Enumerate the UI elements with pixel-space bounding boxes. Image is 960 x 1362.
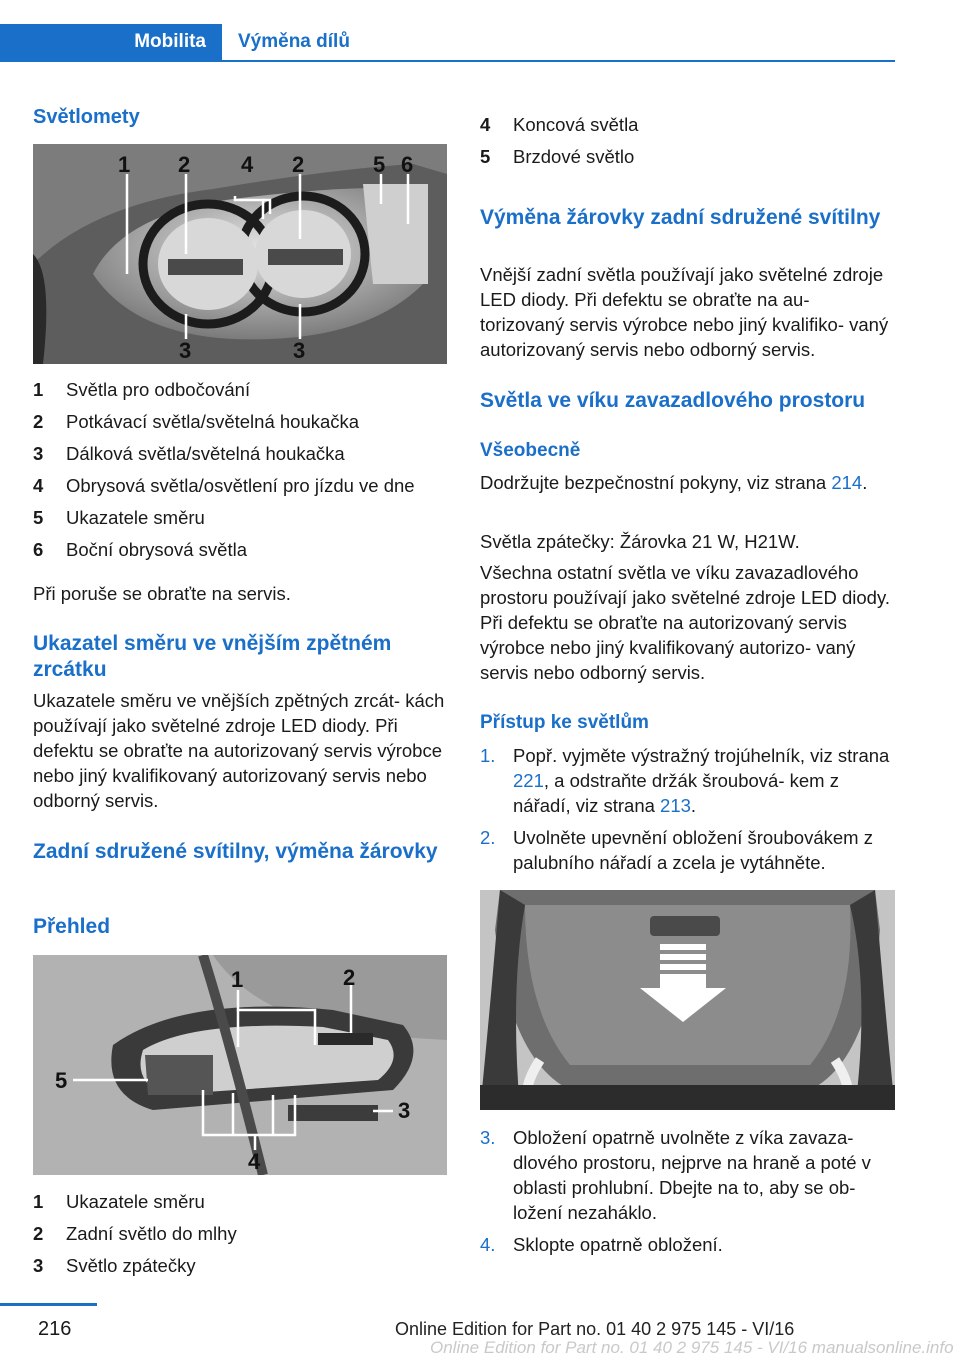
headlights-heading: Světlomety <box>33 106 140 128</box>
rear-lamp-illustration <box>33 955 447 1175</box>
step-item: 4. Sklopte opatrně obložení. <box>480 1234 723 1255</box>
callout-2a: 2 <box>178 152 191 177</box>
headlights-drawing <box>33 144 447 364</box>
list-item: 3 Světlo zpátečky <box>33 1255 196 1276</box>
header-rule <box>0 60 895 62</box>
rear-callout-3: 3 <box>398 1098 411 1123</box>
page-number: 216 <box>38 1318 72 1340</box>
bulb-replacement-text: Vnější zadní světla používají jako světelné zdroje LED diody. Při defektu se obraťte na au‐ torizovaný servis výrobce nebo jiný kvalifiko‐ vaný autorizovaný servis nebo odborný servis. <box>480 264 889 360</box>
mirror-indicator-text: Ukazatele směru ve vnějších zpětných zrcát‐ kách používají jako světelné zdroje LED diody. Při defektu se obraťte na autorizovaný servis výrobce nebo jiný kvalifikovaný autorizovaný servis nebo odborný servis. <box>33 690 445 811</box>
rear-lamp-drawing <box>33 955 447 1175</box>
rear-callout-5: 5 <box>55 1068 68 1093</box>
list-item: 2 Potkávací světla/světelná houkačka <box>33 411 360 432</box>
general-text: Dodržujte bezpečnostní pokyny, viz strana 214. <box>480 472 868 493</box>
watermark: Online Edition for Part no. 01 40 2 975 145 - VI/16 manualsonline.info <box>430 1338 954 1357</box>
list-item: 4 Obrysová světla/osvětlení pro jízdu ve dne <box>33 475 415 496</box>
rear-callout-4: 4 <box>248 1149 261 1174</box>
list-item: 2 Zadní světlo do mlhy <box>33 1223 237 1244</box>
tab-mobilita[interactable]: Mobilita <box>0 24 222 60</box>
step-item: 3. Obložení opatrně uvolněte z víka zavaza‐ dlového prostoru, nejprve na hraně a poté v oblasti prohlubní. Dbejte na to, aby se ob‐ ložení nezaháklo. <box>480 1127 871 1223</box>
list-item: 3 Dálková světla/světelná houkačka <box>33 443 345 464</box>
edition-text: Online Edition for Part no. 01 40 2 975 145 - VI/16 <box>395 1319 795 1339</box>
list-item: 5 Ukazatele směru <box>33 507 205 528</box>
callout-3a: 3 <box>179 338 192 363</box>
callout-2b: 2 <box>292 152 305 177</box>
callout-6: 6 <box>401 152 414 177</box>
general-heading: Všeobecně <box>480 440 581 461</box>
page-link-213[interactable]: 213 <box>660 795 691 816</box>
callout-5: 5 <box>373 152 386 177</box>
list-item: 1 Světla pro odbočování <box>33 379 251 400</box>
callout-1: 1 <box>118 152 131 177</box>
callout-4: 4 <box>241 152 254 177</box>
rear-lamp-legend <box>33 1189 447 1285</box>
step-item: 2. Uvolněte upevnění obložení šroubovákem z palubního nářadí a zcela je vytáhněte. <box>480 827 873 873</box>
callout-3b: 3 <box>293 338 306 363</box>
list-item: 6 Boční obrysová světla <box>33 539 247 560</box>
list-item: 1 Ukazatele směru <box>33 1191 205 1212</box>
access-heading: Přístup ke světlům <box>480 712 649 733</box>
bulb-replacement-heading: Výměna žárovky zadní sdružené svítilny <box>480 206 881 229</box>
page-link-221[interactable]: 221 <box>513 770 544 791</box>
rear-lamps-heading: Zadní sdružené svítilny, výměna žárovky <box>33 840 438 863</box>
access-steps-1 <box>480 743 895 875</box>
trunk-lid-illustration <box>480 890 895 1110</box>
mirror-indicator-heading: Ukazatel směru ve vnějším zpětném zrcátku <box>33 632 392 681</box>
list-item: 5 Brzdové světlo <box>480 146 635 167</box>
fault-text: Při poruše se obraťte na servis. <box>33 583 291 604</box>
footer-rule <box>0 1303 97 1306</box>
trunk-lid-lights-heading: Světla ve víku zavazadlového prostoru <box>480 389 866 412</box>
list-item: 4 Koncová světla <box>480 114 639 135</box>
rear-callout-1: 1 <box>231 967 244 992</box>
page-link-214[interactable]: 214 <box>831 472 863 493</box>
rear-lamp-legend-cont <box>480 112 895 176</box>
rear-callout-2: 2 <box>343 965 356 990</box>
headlights-legend <box>33 377 447 569</box>
overview-heading: Přehled <box>33 915 111 938</box>
tab-vymena-dilu[interactable]: Výměna dílů <box>238 31 350 52</box>
step-item: 1. Popř. vyjměte výstražný trojúhelník, viz strana 221, a odstraňte držák šroubová‐ kem z nářadí, viz strana 213. <box>480 745 890 816</box>
header-tabbar <box>0 24 895 62</box>
headlights-illustration <box>33 144 447 364</box>
trunk-lid-drawing <box>480 890 895 1110</box>
reverse-bulb-text: Světla zpátečky: Žárovka 21 W, H21W. <box>480 531 800 552</box>
other-lights-text: Všechna ostatní světla ve víku zavazadlového prostoru používají jako světelné zdroje LED diody. Při defektu se obraťte na autorizovaný servis výrobce nebo jiný kvalifikovaný autorizo‐ vaný servis nebo odborný servis. <box>480 562 890 683</box>
access-steps-2 <box>480 1125 895 1257</box>
